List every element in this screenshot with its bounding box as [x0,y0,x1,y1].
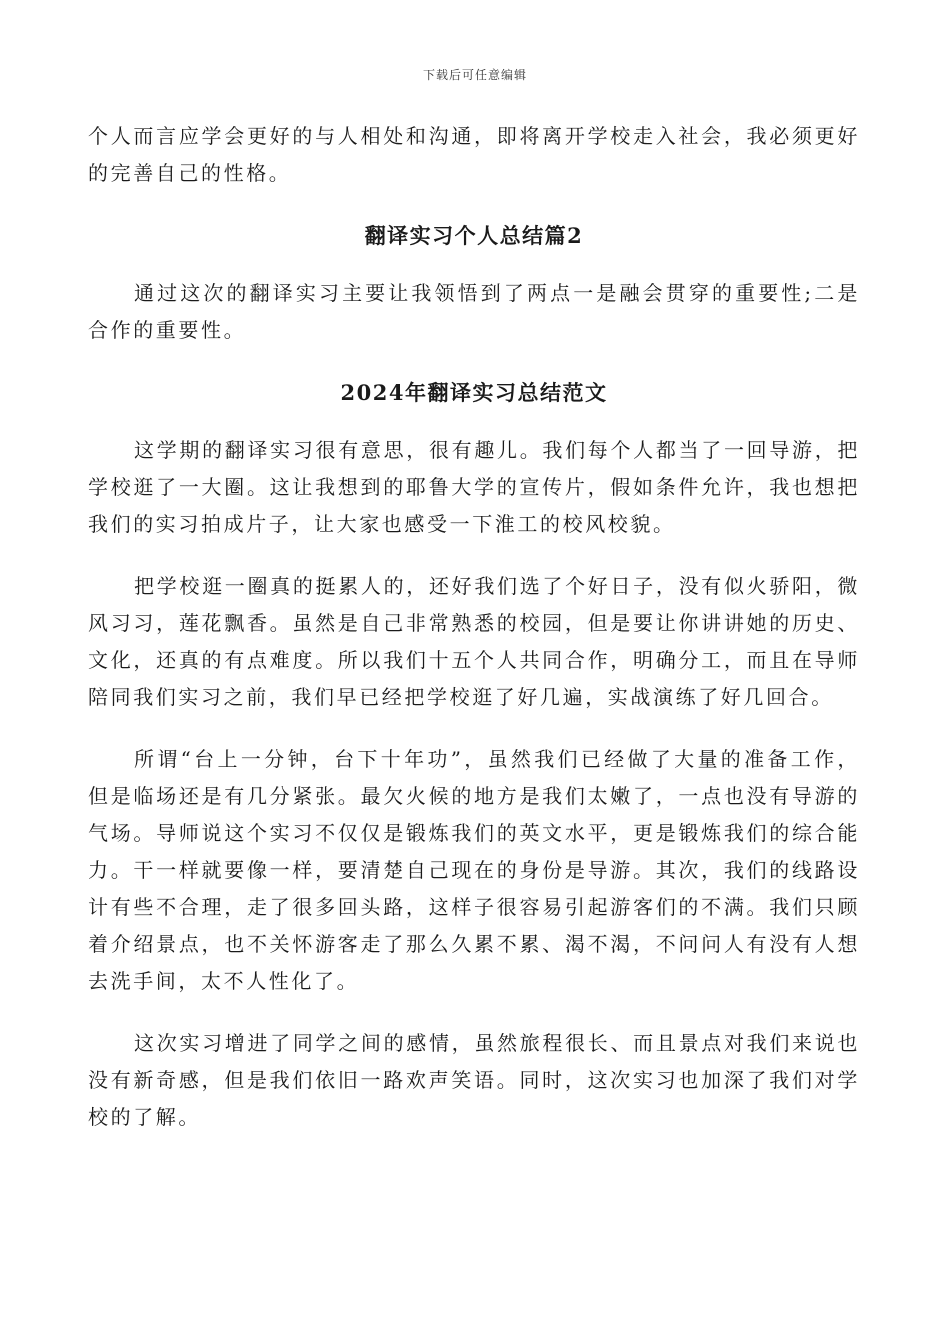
paragraph-tour-guide: 这学期的翻译实习很有意思，很有趣儿。我们每个人都当了一回导游，把学校逛了一大圈。这让我想到的耶鲁大学的宣传片，假如条件允许，我也想把我们的实习拍成片子，让大家也感受一下淮工的校风校貌。 [88,438,860,536]
paragraph-campus-walk: 把学校逛一圈真的挺累人的，还好我们选了个好日子，没有似火骄阳，微风习习，莲花飘香。虽然是自己非常熟悉的校园，但是要让你讲讲她的历史、文化，还真的有点难度。所以我们十五个人共同合作，明确分工，而且在导师陪同我们实习之前，我们早已经把学校逛了好几遍，实战演练了好几回合。 [88,574,860,709]
section-heading-part-2: 翻译实习个人总结篇2 [364,223,584,248]
page-header-note: 下载后可任意编辑 [422,68,527,82]
paragraph-continued: 个人而言应学会更好的与人相处和沟通，即将离开学校走入社会，我必须更好的完善自己的性格。 [88,124,860,185]
paragraph-reflection: 所谓“台上一分钟，台下十年功”，虽然我们已经做了大量的准备工作，但是临场还是有几分紧张。最欠火候的地方是我们太嫩了，一点也没有导游的气场。导师说这个实习不仅仅是锻炼我们的英文水平，更是锻炼我们的综合能力。干一样就要像一样，要清楚自己现在的身份是导游。其次，我们的线路设计有些不合理，走了很多回头路，这样子很容易引起游客们的不满。我们只顾着介绍景点，也不关怀游客走了那么久累不累、渴不渴，不问问人有没有人想去洗手间，太不人性化了。 [88,747,860,993]
document-body [88,118,860,1161]
paragraph-summary-points: 通过这次的翻译实习主要让我领悟到了两点一是融会贯穿的重要性;二是合作的重要性。 [88,281,860,342]
section-heading-2024-summary: 2024年翻译实习总结范文 [340,380,608,405]
paragraph-conclusion: 这次实习增进了同学之间的感情，虽然旅程很长、而且景点对我们来说也没有新奇感，但是我们依旧一路欢声笑语。同时，这次实习也加深了我们对学校的了解。 [88,1031,860,1129]
